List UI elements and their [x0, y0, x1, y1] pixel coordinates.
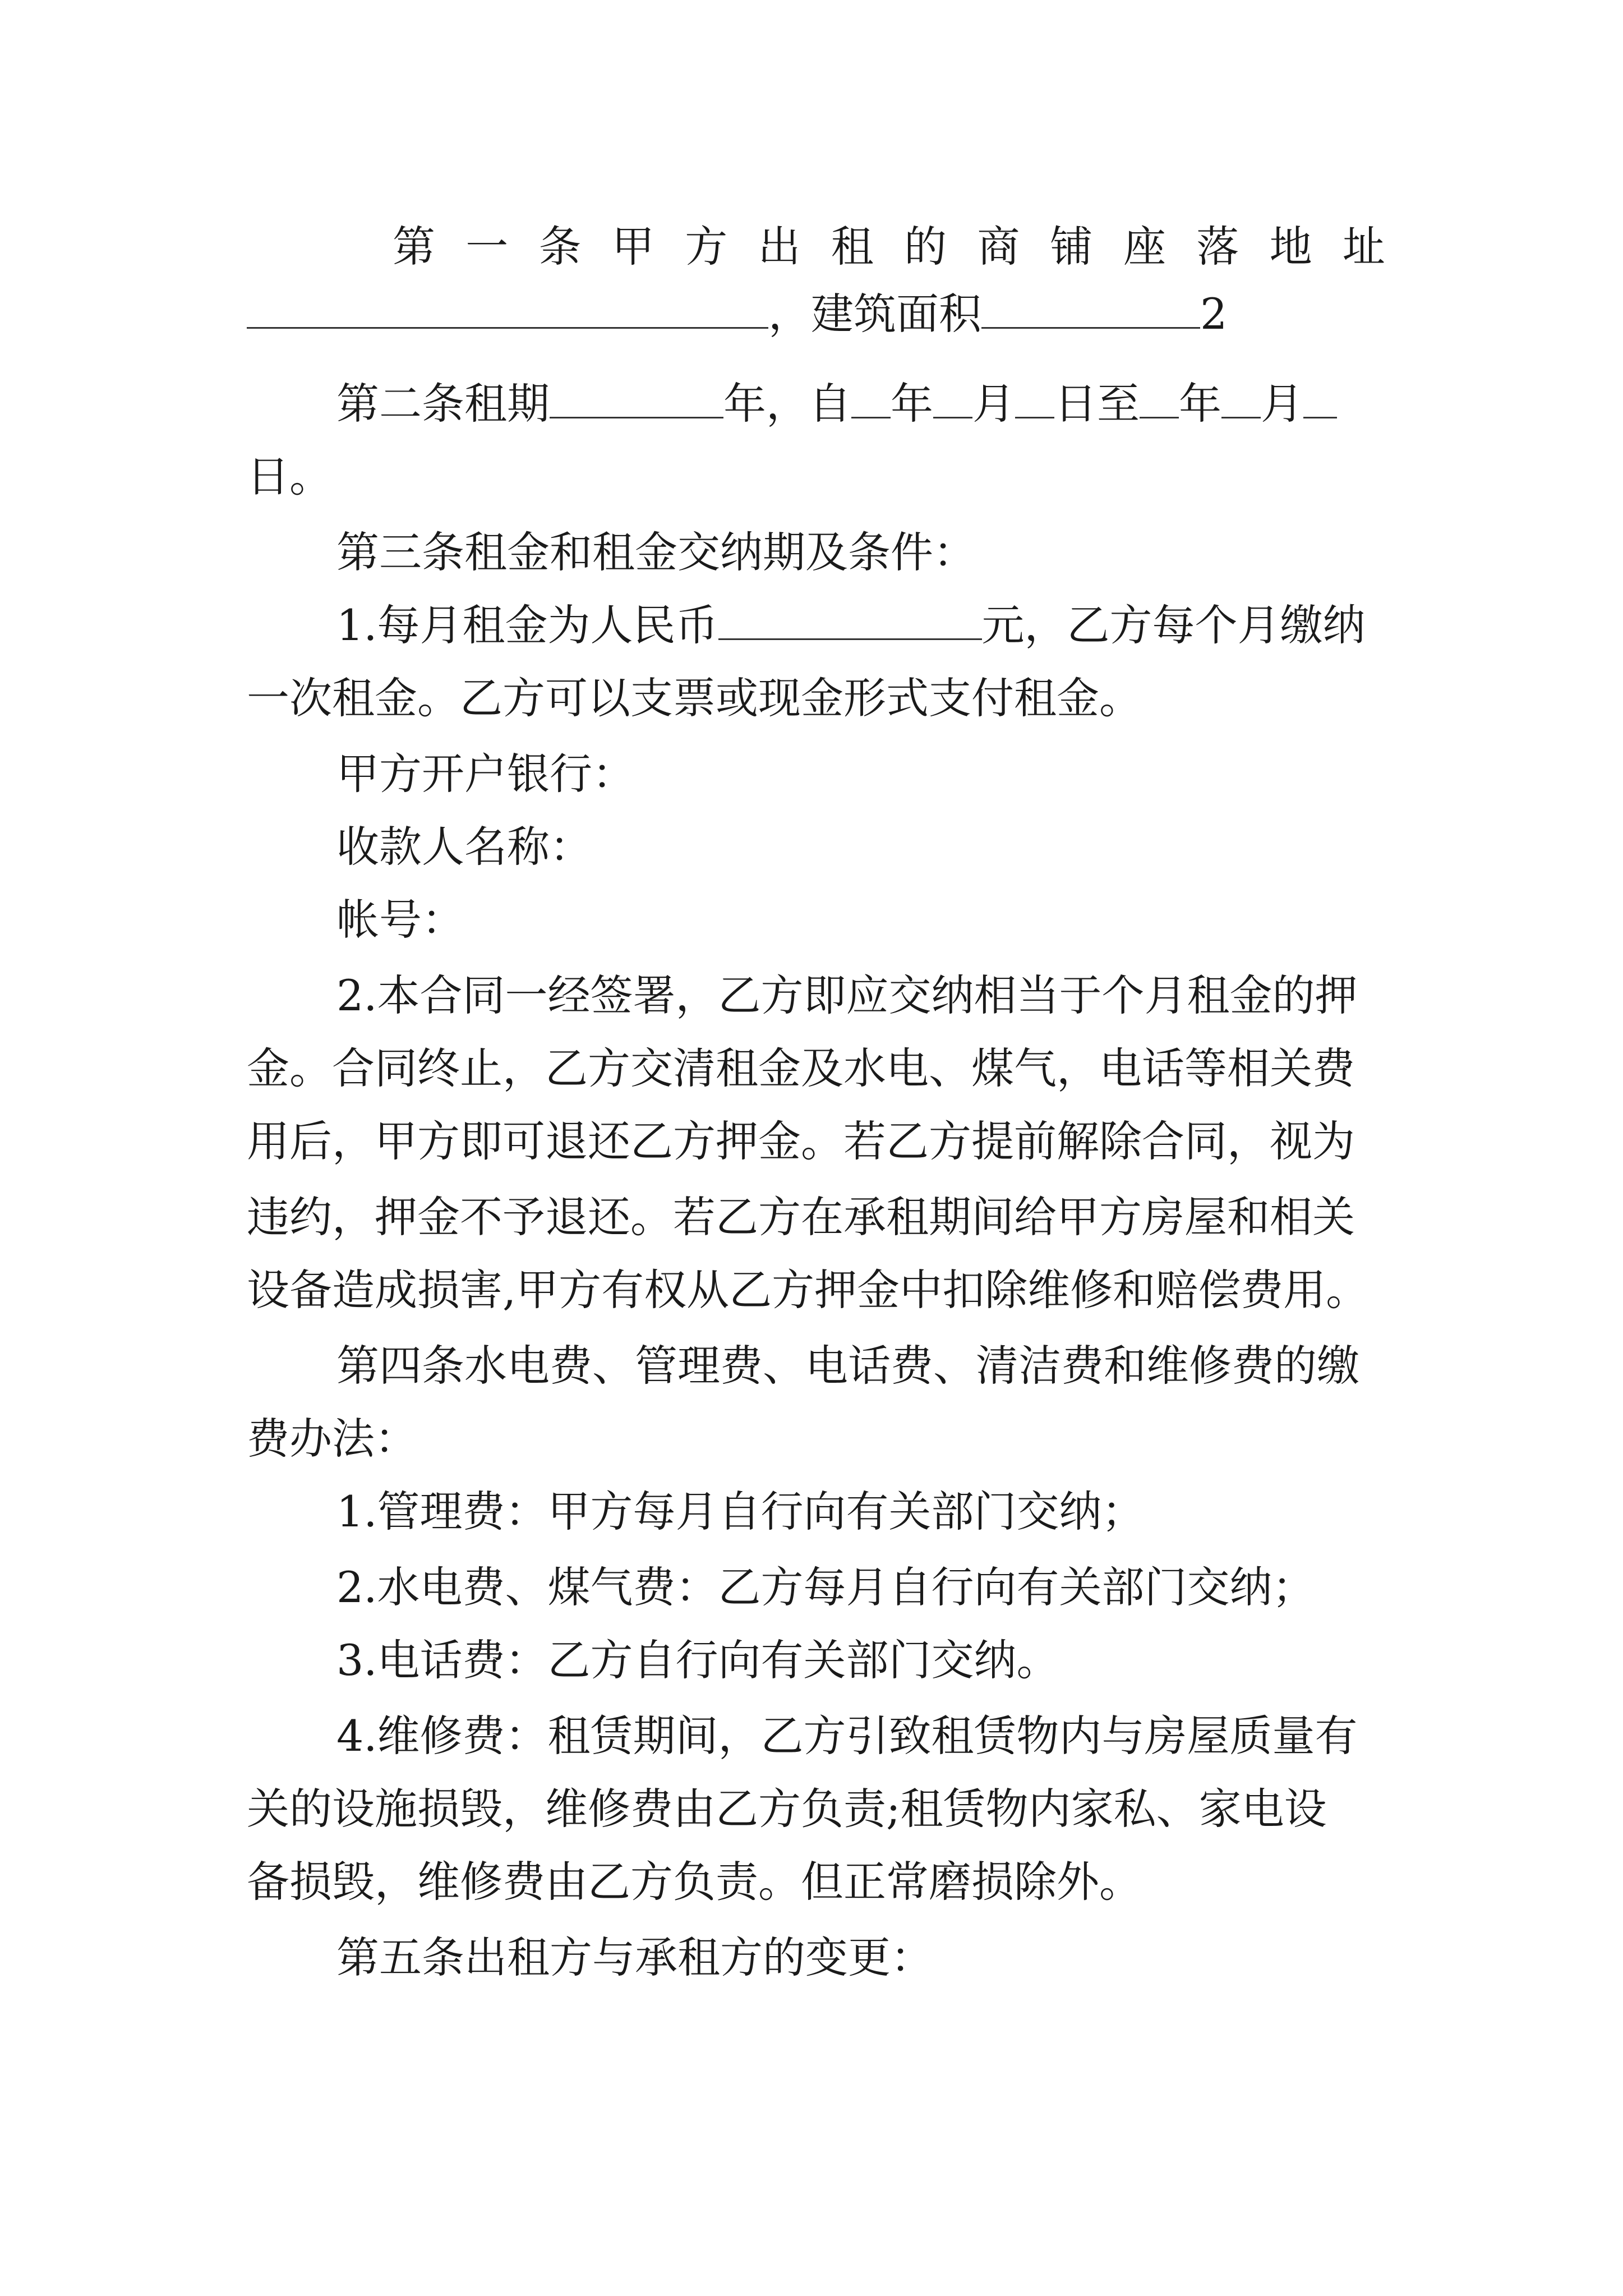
- rent-unit-text: 元，乙方每个月缴纳: [981, 600, 1366, 650]
- payee-label: 收款人名称：: [336, 822, 592, 872]
- area-blank: [981, 290, 1200, 329]
- article2-year1: 年: [891, 379, 933, 429]
- article1-heading-char: 铺: [1050, 222, 1093, 272]
- rent-label: 1.每月租金为人民币: [336, 600, 718, 650]
- article1-heading-char: 的: [904, 222, 947, 272]
- article1-heading-char: 座: [1123, 222, 1166, 272]
- article2-month1: 月: [972, 379, 1015, 429]
- article3-item2-line1: 2.本合同一经签署，乙方即应交纳相当于个月租金的押: [336, 970, 1358, 1020]
- end-year-blank: [1140, 380, 1179, 418]
- article3-item2-line4: 违约，押金不予退还。若乙方在承租期间给甲方房屋和相关: [247, 1192, 1355, 1242]
- article1-heading-char: 条: [538, 222, 582, 272]
- article1-heading-char: 落: [1196, 222, 1239, 272]
- end-month-blank: [1221, 380, 1261, 418]
- article1-heading-char: 出: [758, 222, 801, 272]
- article2-year2: 年: [1179, 379, 1221, 429]
- article4-item3: 3.电话费：乙方自行向有关部门交纳。: [336, 1635, 1059, 1685]
- start-day-blank: [1015, 380, 1054, 418]
- article2-day-to: 日至: [1054, 379, 1140, 429]
- rent-amount-blank: [718, 601, 982, 640]
- start-month-blank: [933, 380, 972, 418]
- article1-area-label: ，建筑面积: [768, 289, 981, 339]
- article2-term-line: [336, 376, 1385, 432]
- article2-from: 年，自: [723, 379, 851, 429]
- article3-item1-line1: [336, 597, 1385, 654]
- article1-heading-char: 方: [685, 222, 728, 272]
- article1-heading-char: 第: [393, 222, 435, 272]
- article4-item4-line3: 备损毁，维修费由乙方负责。但正常磨损除外。: [247, 1857, 1142, 1907]
- article1-heading-char: 一: [465, 222, 509, 272]
- account-label: 帐号：: [336, 895, 464, 945]
- article1-heading-char: 地: [1269, 222, 1312, 272]
- article4-item4-line2: 关的设施损毁，维修费由乙方负责;租赁物内家私、家电设: [247, 1784, 1327, 1834]
- article5-title: 第五条出租方与承租方的变更：: [336, 1932, 933, 1982]
- end-day-blank: [1303, 380, 1337, 418]
- article4-title-line2: 费办法：: [247, 1414, 417, 1464]
- article2-month2: 月: [1261, 379, 1303, 429]
- article1-heading-char: 甲: [611, 222, 654, 272]
- article4-item1: 1.管理费：甲方每月自行向有关部门交纳；: [336, 1487, 1145, 1536]
- article4-title-line1: 第四条水电费、管理费、电话费、清洁费和维修费的缴: [336, 1341, 1359, 1391]
- article4-item2: 2.水电费、煤气费：乙方每月自行向有关部门交纳；: [336, 1562, 1315, 1612]
- article1-heading: [393, 219, 1385, 275]
- article3-item2-line3: 用后，甲方即可退还乙方押金。若乙方提前解除合同，视为: [247, 1116, 1355, 1166]
- start-year-blank: [851, 380, 891, 418]
- article1-area-suffix: 2: [1200, 289, 1228, 339]
- article1-address-line: [247, 286, 1385, 342]
- term-years-blank: [550, 380, 723, 418]
- article1-heading-char: 商: [977, 222, 1020, 272]
- article3-title: 第三条租金和租金交纳期及条件：: [336, 527, 976, 577]
- article3-item1-line2: 一次租金。乙方可以支票或现金形式支付租金。: [247, 673, 1142, 723]
- article3-item2-line2: 金。合同终止，乙方交清租金及水电、煤气，电话等相关费: [247, 1043, 1355, 1093]
- bank-label: 甲方开户银行：: [336, 749, 635, 799]
- article2-end-line: 日。: [247, 452, 332, 501]
- article1-heading-char: 址: [1342, 222, 1385, 272]
- article1-heading-char: 租: [831, 222, 874, 272]
- article4-item4-line1: 4.维修费：租赁期间，乙方引致租赁物内与房屋质量有: [336, 1711, 1358, 1761]
- address-blank: [247, 290, 768, 329]
- article3-item2-line5: 设备造成损害,甲方有权从乙方押金中扣除维修和赔偿费用。: [247, 1265, 1369, 1315]
- article2-label: 第二条租期: [336, 379, 550, 429]
